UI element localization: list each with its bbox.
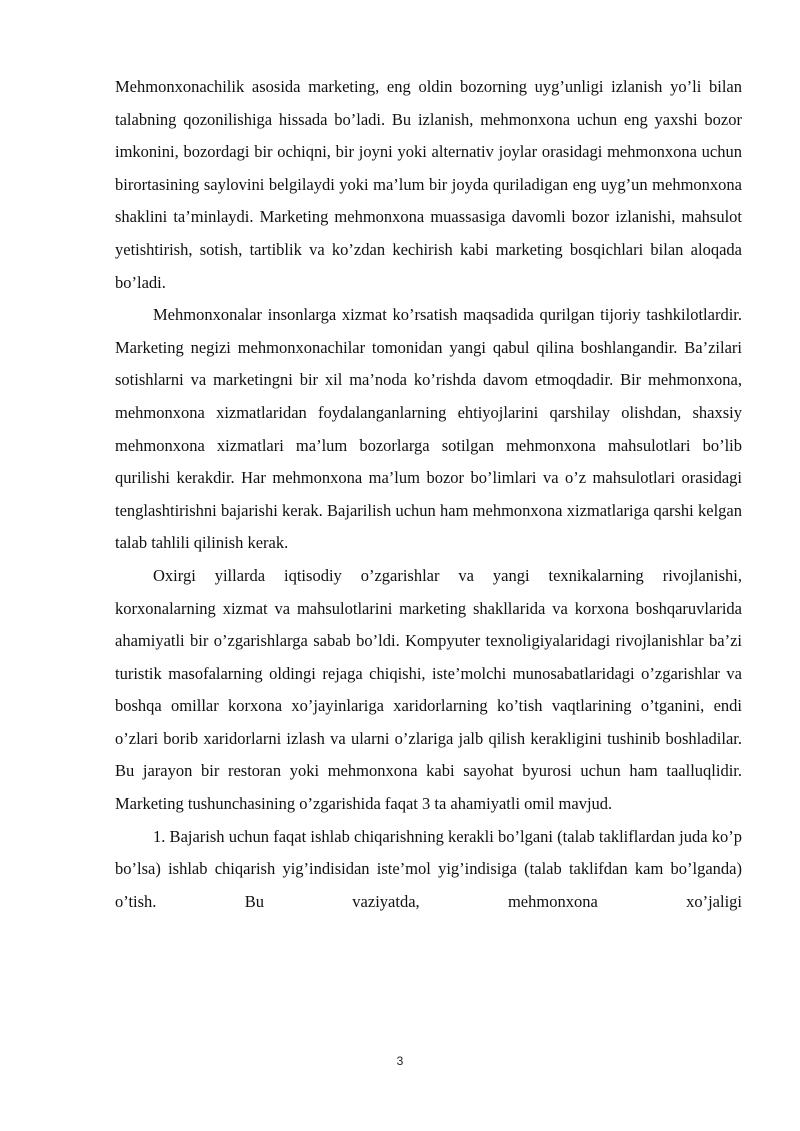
page-body: [115, 71, 742, 918]
page-number: 3: [396, 1054, 404, 1068]
paragraph-1: Mehmonxonachilik asosida marketing, eng oldin bozorning uyg’unligi izlanish yo’li bilan talabning qozonilishiga hissada bo’ladi. Bu izlanish, mehmonxona uchun eng yaxshi bozor imkonini, bozordagi bir ochiqni, bir joyni yoki alternativ joylar orasidagi mehmonxona uchun birortasining saylovini belgilaydi yoki ma’lum bir joyda quriladigan eng uyg’un mehmonxona shaklini ta’minlaydi. Marketing mehmonxona muassasiga davomli bozor izlanishi, mahsulot yetishtirish, sotish, tartiblik va ko’zdan kechirish kabi marketing bosqichlari bilan aloqada bo’ladi.: [115, 77, 742, 292]
paragraph-3: Oxirgi yillarda iqtisodiy o’zgarishlar va yangi texnikalarning rivojlanishi, korxonalarning xizmat va mahsulotlarini marketing shakllarida va korxona boshqaruvlarida ahamiyatli bir o’zgarishlarga sabab bo’ldi. Kompyuter texnoligiyalaridagi rivojlanishlar ba’zi turistik masofalarning oldingi rejaga chiqishi, iste’molchi munosabatlaridagi o’zgarishlar va boshqa omillar korxona xo’jayinlariga xaridorlarning ko’tish vaqtlarining o’tganini, endi o’zlari borib xaridorlarni izlash va ularni o’zlariga jalb qilish kerakligini tushinib boshladilar. Bu jarayon bir restoran yoki mehmonxona kabi sayohat byurosi uchun ham taalluqlidir. Marketing tushunchasining o’zgarishida faqat 3 ta ahamiyatli omil mavjud.: [115, 565, 742, 814]
paragraph-2: Mehmonxonalar insonlarga xizmat ko’rsatish maqsadida qurilgan tijoriy tashkilotlardir. Marketing negizi mehmonxonachilar tomonidan yangi qabul qilina boshlangandir. Ba’zilari sotishlarni va marketingni bir xil ma’noda ko’rishda davom etmoqdadir. Bir mehmonxona, mehmonxona xizmatlaridan foydalanganlarning ehtiyojlarini qarshilay olishdan, shaxsiy mehmonxona xizmatlari ma’lum bozorlarga sotilgan mehmonxona mahsulotlari bo’lib qurilishi kerakdir. Har mehmonxona ma’lum bozor bo’limlari va o’z mahsulotlari orasidagi tenglashtirishni bajarishi kerak. Bajarilish uchun ham mehmonxona xizmatlariga qarshi kelgan talab tahlili qilinish kerak.: [115, 305, 742, 553]
paragraph-4: 1. Bajarish uchun faqat ishlab chiqarishning kerakli bo’lgani (talab takliflardan juda ko’p bo’lsa) ishlab chiqarish yig’indisidan iste’mol yig’indisiga (talab taklifdan kam bo’lganda) o’tish. Bu vaziyatda, mehmonxona xo’jaligi: [115, 826, 742, 911]
